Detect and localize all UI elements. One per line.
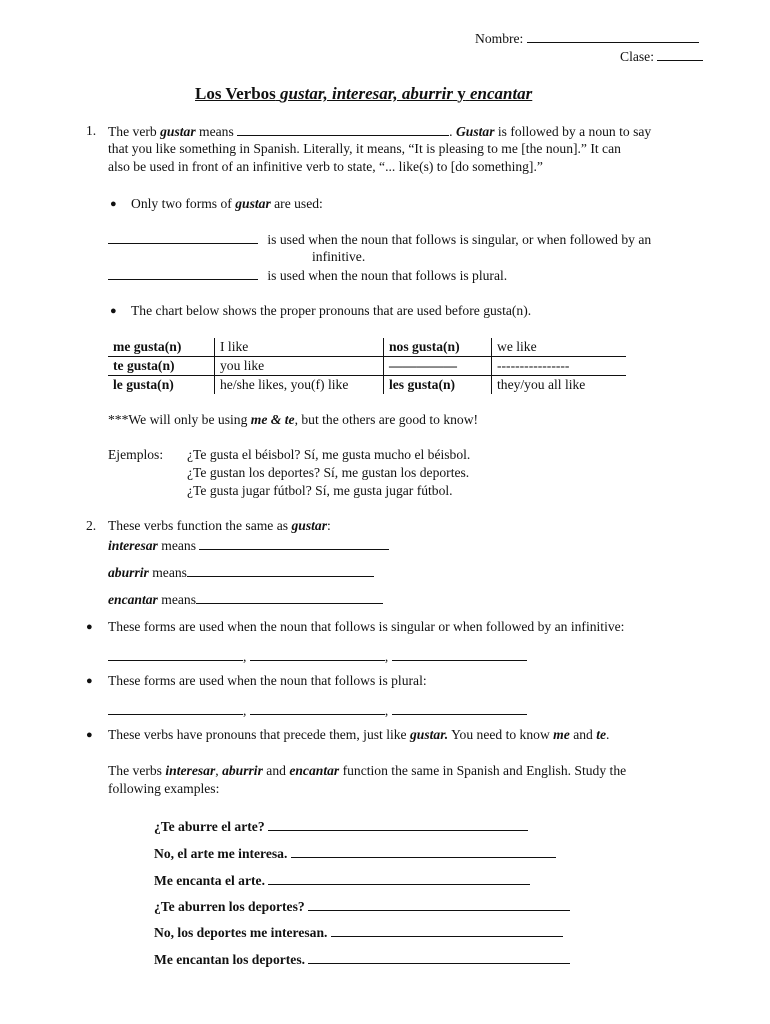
form-plural-blank[interactable]: [108, 267, 258, 280]
verbs-function-line2: following examples:: [108, 781, 220, 796]
bullet-icon: ●: [110, 198, 117, 210]
section1-line2: that you like something in Spanish. Literally, it means, “It is pleasing to me [the noun].” It can: [108, 141, 621, 156]
singular-blank-3[interactable]: [392, 648, 527, 661]
translation-blank[interactable]: [331, 924, 563, 937]
bullet-two-forms: Only two forms of gustar are used:: [131, 196, 323, 211]
note-line: ***We will only be using me & te, but the others are good to know!: [108, 412, 479, 427]
bullet-icon: ●: [86, 675, 93, 687]
bullet-icon: ●: [86, 621, 93, 633]
plural-blank-3[interactable]: [392, 702, 527, 715]
verbs-function-line1: The verbs interesar, aburrir and encantar function the same in Spanish and English. Study the: [108, 763, 627, 778]
translation-example: No, los deportes me interesan.: [154, 924, 563, 941]
ejemplo-line: ¿Te gustan los deportes? Sí, me gustan los deportes.: [187, 465, 470, 480]
bullet-chart-intro: The chart below shows the proper pronouns that are used before gusta(n).: [131, 303, 532, 318]
translation-blank[interactable]: [268, 818, 528, 831]
bullet-plural-forms: These forms are used when the noun that follows is plural:: [108, 673, 427, 688]
translation-example: No, el arte me interesa.: [154, 845, 556, 862]
nombre-label: Nombre:: [475, 31, 524, 46]
plural-blank-2[interactable]: [250, 702, 385, 715]
bullet-singular-forms: These forms are used when the noun that follows is singular or when followed by an infinitive:: [108, 619, 625, 634]
encantar-means: encantar means: [108, 591, 383, 608]
translation-example: ¿Te aburren los deportes?: [154, 898, 570, 915]
gustar-meaning-blank[interactable]: [237, 123, 449, 136]
ejemplo-line: ¿Te gusta jugar fútbol? Sí, me gusta jugar fútbol.: [187, 483, 453, 498]
translation-blank[interactable]: [308, 951, 570, 964]
plural-forms-blanks: , ,: [108, 702, 527, 719]
section2-number: 2.: [86, 518, 97, 533]
form-singular: is used when the noun that follows is singular, or when followed by an: [108, 231, 651, 248]
encantar-blank[interactable]: [196, 591, 383, 604]
clase-blank[interactable]: [657, 48, 703, 61]
section1-line3: also be used in front of an infinitive verb to state, “... like(s) to [do something].”: [108, 159, 543, 174]
translation-blank[interactable]: [291, 845, 556, 858]
form-singular-blank[interactable]: [108, 231, 258, 244]
singular-blank-1[interactable]: [108, 648, 243, 661]
nombre-blank[interactable]: [527, 30, 699, 43]
table-row: me gusta(n) I like nos gusta(n) we like: [108, 338, 626, 357]
singular-forms-blanks: , ,: [108, 648, 527, 665]
pronoun-table: [108, 338, 626, 394]
section2-intro: These verbs function the same as gustar:: [108, 518, 331, 533]
bullet-icon: ●: [86, 729, 93, 741]
translation-blank[interactable]: [308, 898, 570, 911]
singular-blank-2[interactable]: [250, 648, 385, 661]
section1-line1: The verb gustar means . Gustar is followed by a noun to say: [108, 124, 652, 139]
translation-blank[interactable]: [268, 872, 530, 885]
table-row: le gusta(n) he/she likes, you(f) like les gusta(n) they/you all like: [108, 376, 626, 395]
bullet-icon: ●: [110, 305, 117, 317]
clase-label: Clase:: [620, 49, 654, 64]
form-singular-cont: infinitive.: [312, 249, 366, 264]
bullet-pronouns: These verbs have pronouns that precede them, just like gustar. You need to know me and te.: [108, 727, 610, 742]
section1-number: 1.: [86, 123, 97, 138]
clase-field: [620, 48, 703, 65]
translation-example: ¿Te aburre el arte?: [154, 818, 528, 835]
translation-example: Me encantan los deportes.: [154, 951, 570, 968]
ejemplo-line: ¿Te gusta el béisbol? Sí, me gusta mucho el béisbol.: [187, 447, 471, 462]
page-title: Los Verbos gustar, interesar, aburrir y encantar: [195, 84, 533, 103]
translation-example: Me encanta el arte.: [154, 872, 530, 889]
aburrir-blank[interactable]: [187, 564, 374, 577]
plural-blank-1[interactable]: [108, 702, 243, 715]
interesar-blank[interactable]: [199, 537, 389, 550]
interesar-means: interesar means: [108, 537, 389, 554]
form-plural: is used when the noun that follows is plural.: [108, 267, 507, 284]
table-row: te gusta(n) you like ————— ----------------: [108, 357, 626, 376]
ejemplos-label: Ejemplos:: [108, 447, 164, 462]
nombre-field: [475, 30, 699, 47]
aburrir-means: aburrir means: [108, 564, 374, 581]
